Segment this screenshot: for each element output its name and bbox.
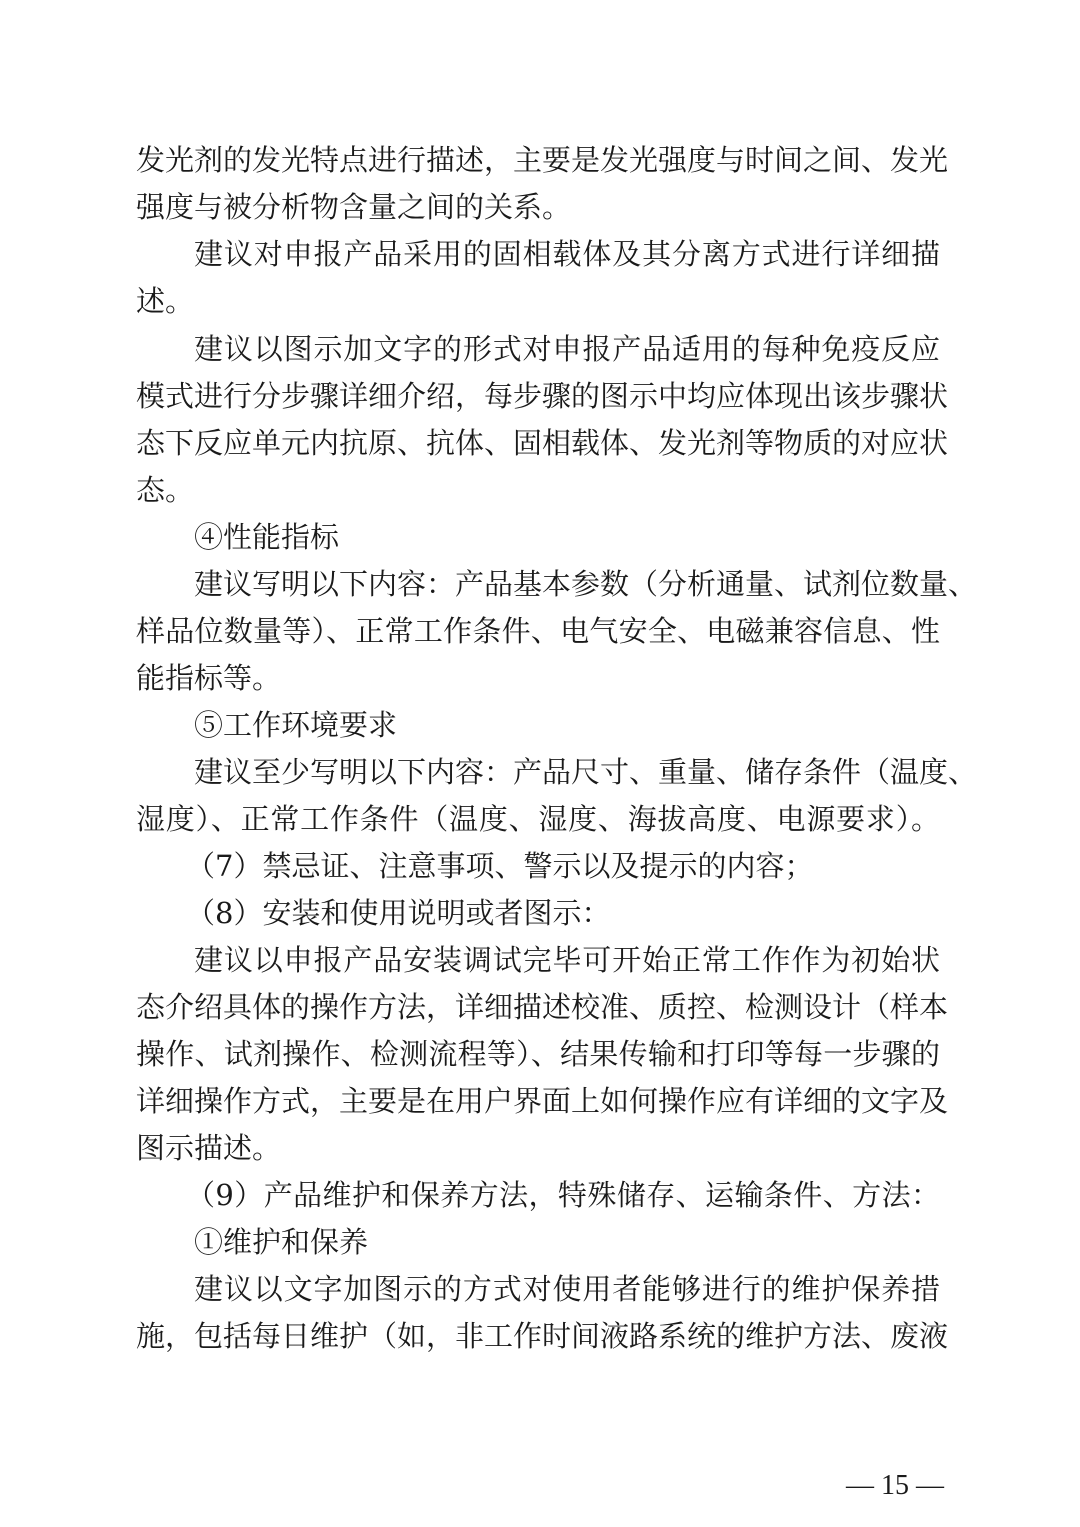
text-line: 述。 bbox=[136, 284, 195, 318]
section-heading: ①维护和保养 bbox=[194, 1225, 369, 1259]
text-line: 模式进行分步骤详细介绍，每步骤的图示中均应体现出该步骤状 bbox=[136, 379, 949, 413]
text-line: 建议至少写明以下内容：产品尺寸、重量、储存条件（温度、 bbox=[194, 755, 978, 789]
text-line: 态介绍具体的操作方法，详细描述校准、质控、检测设计（样本 bbox=[136, 990, 949, 1024]
text-line: 建议写明以下内容：产品基本参数（分析通量、试剂位数量、 bbox=[194, 567, 978, 601]
text-line: 发光剂的发光特点进行描述，主要是发光强度与时间之间、发光 bbox=[136, 143, 949, 177]
section-heading: （8）安装和使用说明或者图示： bbox=[186, 896, 611, 930]
text-line: 湿度）、正常工作条件（温度、湿度、海拔高度、电源要求）。 bbox=[136, 802, 940, 836]
page-number: — 15 — bbox=[846, 1470, 944, 1501]
text-line: 建议以图示加文字的形式对申报产品适用的每种免疫反应 bbox=[194, 332, 940, 366]
text-line: 强度与被分析物含量之间的关系。 bbox=[136, 190, 572, 224]
text-line: 建议以文字加图示的方式对使用者能够进行的维护保养措 bbox=[194, 1272, 940, 1306]
text-line: 图示描述。 bbox=[136, 1131, 282, 1165]
text-line: 建议对申报产品采用的固相载体及其分离方式进行详细描 bbox=[194, 237, 940, 271]
text-line: 施，包括每日维护（如，非工作时间液路系统的维护方法、废液 bbox=[136, 1319, 949, 1353]
text-line: 能指标等。 bbox=[136, 661, 282, 695]
section-heading: （7）禁忌证、注意事项、警示以及提示的内容； bbox=[186, 849, 814, 883]
section-heading: ⑤工作环境要求 bbox=[194, 708, 398, 742]
text-line: 态下反应单元内抗原、抗体、固相载体、发光剂等物质的对应状 bbox=[136, 426, 949, 460]
text-line: 操作、试剂操作、检测流程等）、结果传输和打印等每一步骤的 bbox=[136, 1037, 940, 1071]
text-line: 样品位数量等）、正常工作条件、电气安全、电磁兼容信息、性 bbox=[136, 614, 940, 648]
text-line: 建议以申报产品安装调试完毕可开始正常工作作为初始状 bbox=[194, 943, 940, 977]
section-heading: （9）产品维护和保养方法，特殊储存、运输条件、方法： bbox=[186, 1178, 940, 1212]
text-line: 详细操作方式，主要是在用户界面上如何操作应有详细的文字及 bbox=[136, 1084, 949, 1118]
section-heading: ④性能指标 bbox=[194, 520, 340, 554]
text-line: 态。 bbox=[136, 473, 195, 507]
